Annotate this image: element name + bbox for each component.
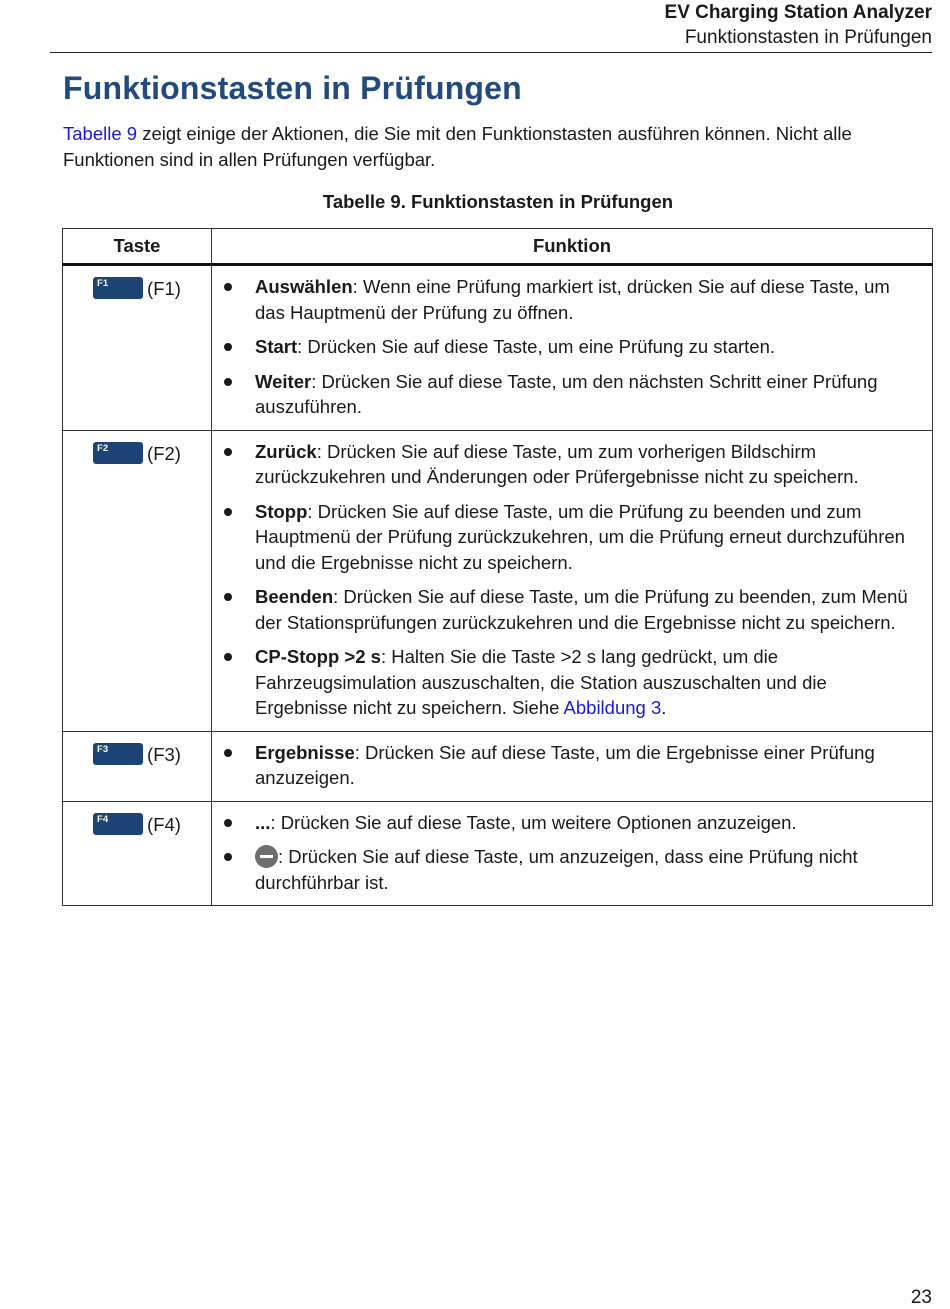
- header-divider: [50, 52, 932, 53]
- function-cell: [212, 265, 933, 431]
- function-description: : Wenn eine Prüfung markiert ist, drücken Sie auf diese Taste, um das Hauptmenü der Prüfung zu öffnen.: [255, 276, 890, 323]
- list-item: [224, 369, 924, 420]
- function-keys-table: [62, 228, 933, 906]
- column-header-function: Funktion: [212, 229, 933, 265]
- function-term: CP-Stopp >2 s: [255, 646, 381, 667]
- key-cap-label: F1: [97, 278, 109, 290]
- table-9-link[interactable]: Tabelle 9: [63, 123, 138, 144]
- function-description-tail: .: [661, 697, 667, 718]
- function-term: Zurück: [255, 440, 317, 462]
- intro-paragraph: [63, 121, 923, 173]
- function-term: Beenden: [255, 586, 334, 607]
- list-item: [224, 499, 924, 576]
- not-applicable-icon: [255, 845, 278, 868]
- table-caption: Tabelle 9. Funktionstasten in Prüfungen: [322, 191, 674, 212]
- function-list: [224, 439, 924, 721]
- intro-text: zeigt einige der Aktionen, die Sie mit den Funktionstasten ausführen können. Nicht alle Funktionen sind in allen Prüfungen verfügbar.: [63, 123, 852, 170]
- figure-3-link[interactable]: Abbildung 3: [563, 697, 662, 718]
- header-section-name: Funktionstasten in Prüfungen: [684, 27, 932, 48]
- function-description: : Halten Sie die Taste >2 s lang gedrückt, um die Fahrzeugsimulation auszuschalten, die Station auszuschalten und die Ergebnisse nicht zu speichern. Siehe: [255, 646, 827, 718]
- function-term: Ergebnisse: [255, 741, 355, 763]
- key-cap-label: F4: [97, 813, 109, 825]
- list-item: [224, 844, 924, 895]
- function-description: : Drücken Sie auf diese Taste, um eine Prüfung zu starten.: [297, 336, 775, 357]
- f1-key-icon: [93, 277, 143, 299]
- key-label: (F4): [147, 813, 181, 835]
- list-item: [224, 334, 924, 360]
- table-row-f1: [63, 265, 933, 431]
- key-label: (F2): [147, 442, 181, 464]
- column-header-key: Taste: [63, 229, 212, 265]
- list-item: [224, 810, 924, 836]
- function-list: [224, 740, 924, 791]
- header-product-name: EV Charging Station Analyzer: [664, 2, 932, 23]
- key-label: (F3): [147, 743, 181, 765]
- table-row-f2: [63, 430, 933, 731]
- function-term: Start: [255, 336, 298, 357]
- f3-key-icon: [93, 743, 143, 765]
- function-cell: [212, 801, 933, 906]
- key-cell: [63, 430, 212, 731]
- function-description: : Drücken Sie auf diese Taste, um die Prüfung zu beenden und zum Hauptmenü der Prüfung zurückzukehren, um die Prüfung erneut durchzuführen und die Ergebnisse nicht zu speichern.: [255, 500, 905, 573]
- list-item: [224, 644, 924, 721]
- list-item: [224, 740, 924, 791]
- function-cell: [212, 731, 933, 801]
- function-term: ...: [255, 811, 271, 833]
- page-number: 23: [910, 1287, 932, 1308]
- table-header-row: [63, 229, 933, 265]
- function-description: : Drücken Sie auf diese Taste, um weitere Optionen anzuzeigen.: [270, 811, 797, 833]
- list-item: [224, 274, 924, 325]
- list-item: [224, 584, 924, 635]
- key-label: (F1): [147, 278, 181, 299]
- running-header: [665, 0, 932, 50]
- page-title: Funktionstasten in Prüfungen: [63, 70, 522, 106]
- function-description: : Drücken Sie auf diese Taste, um die Prüfung zu beenden, zum Menü der Stationsprüfungen zurückzukehren und die Ergebnisse nicht zu speichern.: [255, 586, 908, 633]
- function-cell: [212, 430, 933, 731]
- function-description: : Drücken Sie auf diese Taste, um die Ergebnisse einer Prüfung anzuzeigen.: [255, 741, 875, 788]
- key-cell: [63, 731, 212, 801]
- function-list: [224, 810, 924, 896]
- function-list: [224, 274, 924, 420]
- key-cap-label: F2: [97, 442, 109, 454]
- function-description: : Drücken Sie auf diese Taste, um den nächsten Schritt einer Prüfung auszuführen.: [255, 370, 878, 417]
- function-term: Auswählen: [255, 276, 353, 297]
- table-row-f3: [63, 731, 933, 801]
- function-term: Weiter: [255, 370, 312, 392]
- function-description: : Drücken Sie auf diese Taste, um anzuzeigen, dass eine Prüfung nicht durchführbar ist.: [255, 846, 858, 893]
- function-term: Stopp: [255, 500, 308, 522]
- f4-key-icon: [93, 813, 143, 835]
- table-row-f4: [63, 801, 933, 906]
- list-item: [224, 439, 924, 490]
- key-cap-label: F3: [97, 743, 109, 755]
- f2-key-icon: [93, 442, 143, 464]
- function-description: : Drücken Sie auf diese Taste, um zum vorherigen Bildschirm zurückzukehren und Änderungen oder Prüfergebnisse nicht zu speichern.: [255, 440, 859, 487]
- key-cell: [63, 265, 212, 431]
- key-cell: [63, 801, 212, 906]
